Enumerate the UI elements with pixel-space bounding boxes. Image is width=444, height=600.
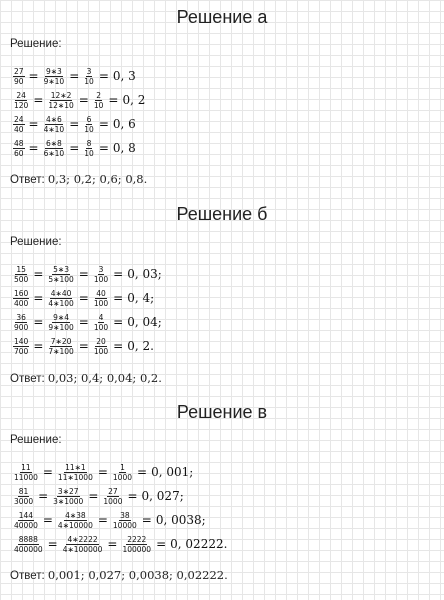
fraction: [13, 337, 29, 356]
fraction: [57, 463, 94, 482]
fraction-numerator: 3: [86, 66, 92, 76]
fraction-denominator: 10: [84, 76, 94, 86]
fraction: [13, 139, 25, 158]
fraction: [13, 511, 39, 530]
fraction-denominator: 40000: [14, 520, 38, 530]
fraction: [47, 337, 74, 356]
equals-sign: =: [113, 291, 124, 305]
fraction: [112, 463, 133, 482]
section-title: Решение в: [176, 402, 268, 422]
equals-sign: =: [113, 267, 124, 281]
equals-sign: =: [42, 513, 53, 527]
equation-row: [13, 508, 206, 532]
fraction-numerator: 15: [16, 264, 26, 274]
fraction-denominator: 90: [14, 76, 24, 86]
fraction: [47, 289, 74, 308]
fraction-numerator: 40: [96, 288, 106, 298]
fraction: [43, 115, 66, 134]
fraction: [13, 487, 34, 506]
equals-sign: =: [78, 339, 89, 353]
fraction-denominator: 10: [84, 124, 94, 134]
equals-sign: =: [33, 291, 44, 305]
equals-sign: =: [137, 465, 148, 479]
solution-label: Решение:: [10, 434, 62, 446]
fraction-numerator: 6∗8: [46, 138, 62, 148]
fraction-numerator: 9∗3: [46, 66, 62, 76]
fraction: [83, 67, 95, 86]
equation-row: [13, 262, 162, 286]
fraction-denominator: 3∗1000: [53, 496, 84, 506]
equals-sign: =: [28, 141, 39, 155]
fraction-denominator: 1000: [103, 496, 123, 506]
fraction-numerator: 12∗2: [50, 90, 72, 100]
fraction-denominator: 100000: [122, 544, 152, 554]
equals-sign: =: [28, 117, 39, 131]
equation-row: [13, 310, 162, 334]
fraction-denominator: 5∗100: [48, 274, 74, 284]
fraction-numerator: 36: [16, 312, 26, 322]
fraction-numerator: 140: [14, 336, 29, 346]
fraction: [57, 511, 94, 530]
equals-sign: =: [107, 537, 118, 551]
fraction-denominator: 700: [14, 346, 29, 356]
equals-sign: =: [33, 339, 44, 353]
equation-row: [13, 532, 227, 556]
equals-sign: =: [78, 267, 89, 281]
equals-sign: =: [69, 69, 80, 83]
fraction-numerator: 2: [96, 90, 101, 100]
equation-result: 0, 001;: [151, 465, 194, 479]
answer-line: [10, 568, 228, 582]
equation-result: 0, 027;: [141, 489, 184, 503]
fraction-denominator: 1000: [112, 472, 132, 482]
fraction: [112, 511, 138, 530]
equation-result: 0, 04;: [127, 315, 162, 329]
fraction-denominator: 4∗100000: [62, 544, 103, 554]
answer-value: 0,03; 0,4; 0,04; 0,2.: [47, 371, 162, 385]
fraction-denominator: 4∗10: [43, 124, 65, 134]
fraction-denominator: 40: [14, 124, 24, 134]
fraction: [93, 337, 109, 356]
section-title: Решение б: [176, 204, 268, 224]
equals-sign: =: [97, 513, 108, 527]
fraction: [13, 289, 29, 308]
fraction-denominator: 900: [14, 322, 29, 332]
fraction-numerator: 8888: [18, 534, 38, 544]
fraction-numerator: 48: [14, 138, 24, 148]
fraction: [13, 265, 29, 284]
equals-sign: =: [42, 465, 53, 479]
equation-result: 0, 6: [112, 117, 136, 131]
fraction: [93, 313, 109, 332]
fraction-denominator: 12∗10: [48, 100, 74, 110]
fraction-denominator: 100: [93, 298, 109, 308]
fraction-denominator: 10: [84, 148, 94, 158]
equation-result: 0, 2.: [127, 339, 154, 353]
fraction-numerator: 24: [16, 90, 26, 100]
fraction-denominator: 10: [93, 100, 104, 110]
fraction: [93, 91, 105, 110]
solution-label: Решение:: [10, 236, 62, 248]
fraction: [83, 139, 95, 158]
fraction: [52, 487, 84, 506]
fraction: [13, 535, 44, 554]
equation-row: [13, 88, 145, 112]
equals-sign: =: [88, 489, 99, 503]
fraction-denominator: 10000: [112, 520, 137, 530]
fraction-numerator: 9∗4: [53, 312, 69, 322]
fraction-numerator: 11∗1: [65, 462, 86, 472]
answer-value: 0,3; 0,2; 0,6; 0,8.: [47, 172, 148, 186]
fraction-numerator: 38: [120, 510, 130, 520]
fraction-numerator: 24: [14, 114, 24, 124]
fraction-denominator: 9∗100: [48, 322, 74, 332]
fraction-denominator: 9∗10: [43, 76, 65, 86]
fraction-denominator: 120: [14, 100, 29, 110]
fraction-numerator: 27: [108, 486, 118, 496]
fraction-denominator: 11∗1000: [57, 472, 93, 482]
fraction-denominator: 400000: [14, 544, 43, 554]
equals-sign: =: [113, 339, 124, 353]
equals-sign: =: [141, 513, 152, 527]
answer-line: [10, 371, 162, 385]
equals-sign: =: [69, 141, 80, 155]
fraction-numerator: 144: [18, 510, 34, 520]
equation-row: [13, 136, 136, 160]
fraction-denominator: 3000: [14, 496, 34, 506]
fraction-numerator: 11: [21, 462, 31, 472]
answer-value: 0,001; 0,027; 0,0038; 0,02222.: [47, 568, 228, 582]
fraction-numerator: 1: [120, 462, 125, 472]
fraction: [47, 265, 74, 284]
fraction-denominator: 60: [14, 148, 24, 158]
fraction: [121, 535, 152, 554]
fraction-denominator: 6∗10: [43, 148, 65, 158]
fraction-numerator: 6: [86, 114, 92, 124]
fraction-numerator: 27: [14, 66, 24, 76]
equals-sign: =: [33, 93, 44, 107]
fraction: [47, 91, 74, 110]
answer-label: Ответ:: [10, 373, 45, 385]
fraction-numerator: 81: [18, 486, 29, 496]
fraction-denominator: 400: [14, 298, 29, 308]
fraction: [47, 313, 74, 332]
fraction-numerator: 160: [14, 288, 29, 298]
equation-row: [13, 286, 154, 310]
fraction-numerator: 4∗38: [65, 510, 86, 520]
fraction: [93, 265, 109, 284]
fraction-numerator: 8: [86, 138, 92, 148]
equals-sign: =: [127, 489, 138, 503]
equals-sign: =: [156, 537, 167, 551]
fraction-numerator: 7∗20: [50, 336, 72, 346]
equals-sign: =: [47, 537, 58, 551]
equation-row: [13, 334, 154, 358]
equation-result: 0, 4;: [127, 291, 155, 305]
equals-sign: =: [108, 93, 119, 107]
fraction: [13, 313, 29, 332]
fraction: [62, 535, 104, 554]
equals-sign: =: [98, 141, 109, 155]
equation-result: 0, 8: [112, 141, 136, 155]
fraction-denominator: 4∗10000: [57, 520, 93, 530]
equals-sign: =: [98, 69, 109, 83]
fraction-denominator: 100: [93, 346, 109, 356]
equals-sign: =: [33, 315, 44, 329]
equation-row: [13, 484, 184, 508]
fraction-numerator: 4∗6: [46, 114, 62, 124]
fraction-numerator: 4∗2222: [67, 534, 98, 544]
fraction: [83, 115, 95, 134]
fraction-denominator: 11000: [14, 472, 38, 482]
fraction-denominator: 100: [93, 274, 109, 284]
equals-sign: =: [98, 117, 109, 131]
equation-result: 0, 03;: [127, 267, 162, 281]
equation-row: [13, 460, 193, 484]
fraction-numerator: 5∗3: [53, 264, 69, 274]
equals-sign: =: [97, 465, 108, 479]
fraction: [13, 91, 29, 110]
fraction: [43, 139, 66, 158]
fraction-numerator: 20: [96, 336, 106, 346]
equation-result: 0, 3: [112, 69, 136, 83]
fraction-numerator: 4: [98, 312, 104, 322]
solution-label: Решение:: [10, 38, 62, 50]
fraction-denominator: 7∗100: [48, 346, 74, 356]
fraction: [13, 115, 25, 134]
equals-sign: =: [78, 315, 89, 329]
equals-sign: =: [113, 315, 124, 329]
fraction-numerator: 2222: [127, 534, 147, 544]
fraction: [13, 67, 25, 86]
equation-result: 0, 2: [122, 93, 146, 107]
fraction: [13, 463, 39, 482]
fraction-numerator: 3: [98, 264, 104, 274]
section-title: Решение а: [176, 7, 268, 27]
equals-sign: =: [78, 291, 89, 305]
answer-label: Ответ:: [10, 570, 45, 582]
fraction: [102, 487, 123, 506]
fraction-denominator: 100: [93, 322, 109, 332]
fraction-denominator: 4∗100: [48, 298, 74, 308]
equation-row: [13, 112, 136, 136]
fraction: [43, 67, 66, 86]
answer-line: [10, 172, 147, 186]
equation-result: 0, 0038;: [155, 513, 206, 527]
equals-sign: =: [28, 69, 39, 83]
fraction-numerator: 4∗40: [50, 288, 72, 298]
equals-sign: =: [38, 489, 49, 503]
equals-sign: =: [33, 267, 44, 281]
equals-sign: =: [69, 117, 80, 131]
fraction-denominator: 500: [14, 274, 29, 284]
equals-sign: =: [78, 93, 89, 107]
equation-result: 0, 02222.: [170, 537, 228, 551]
equation-row: [13, 64, 136, 88]
fraction-numerator: 3∗27: [57, 486, 79, 496]
fraction: [93, 289, 109, 308]
answer-label: Ответ:: [10, 174, 45, 186]
